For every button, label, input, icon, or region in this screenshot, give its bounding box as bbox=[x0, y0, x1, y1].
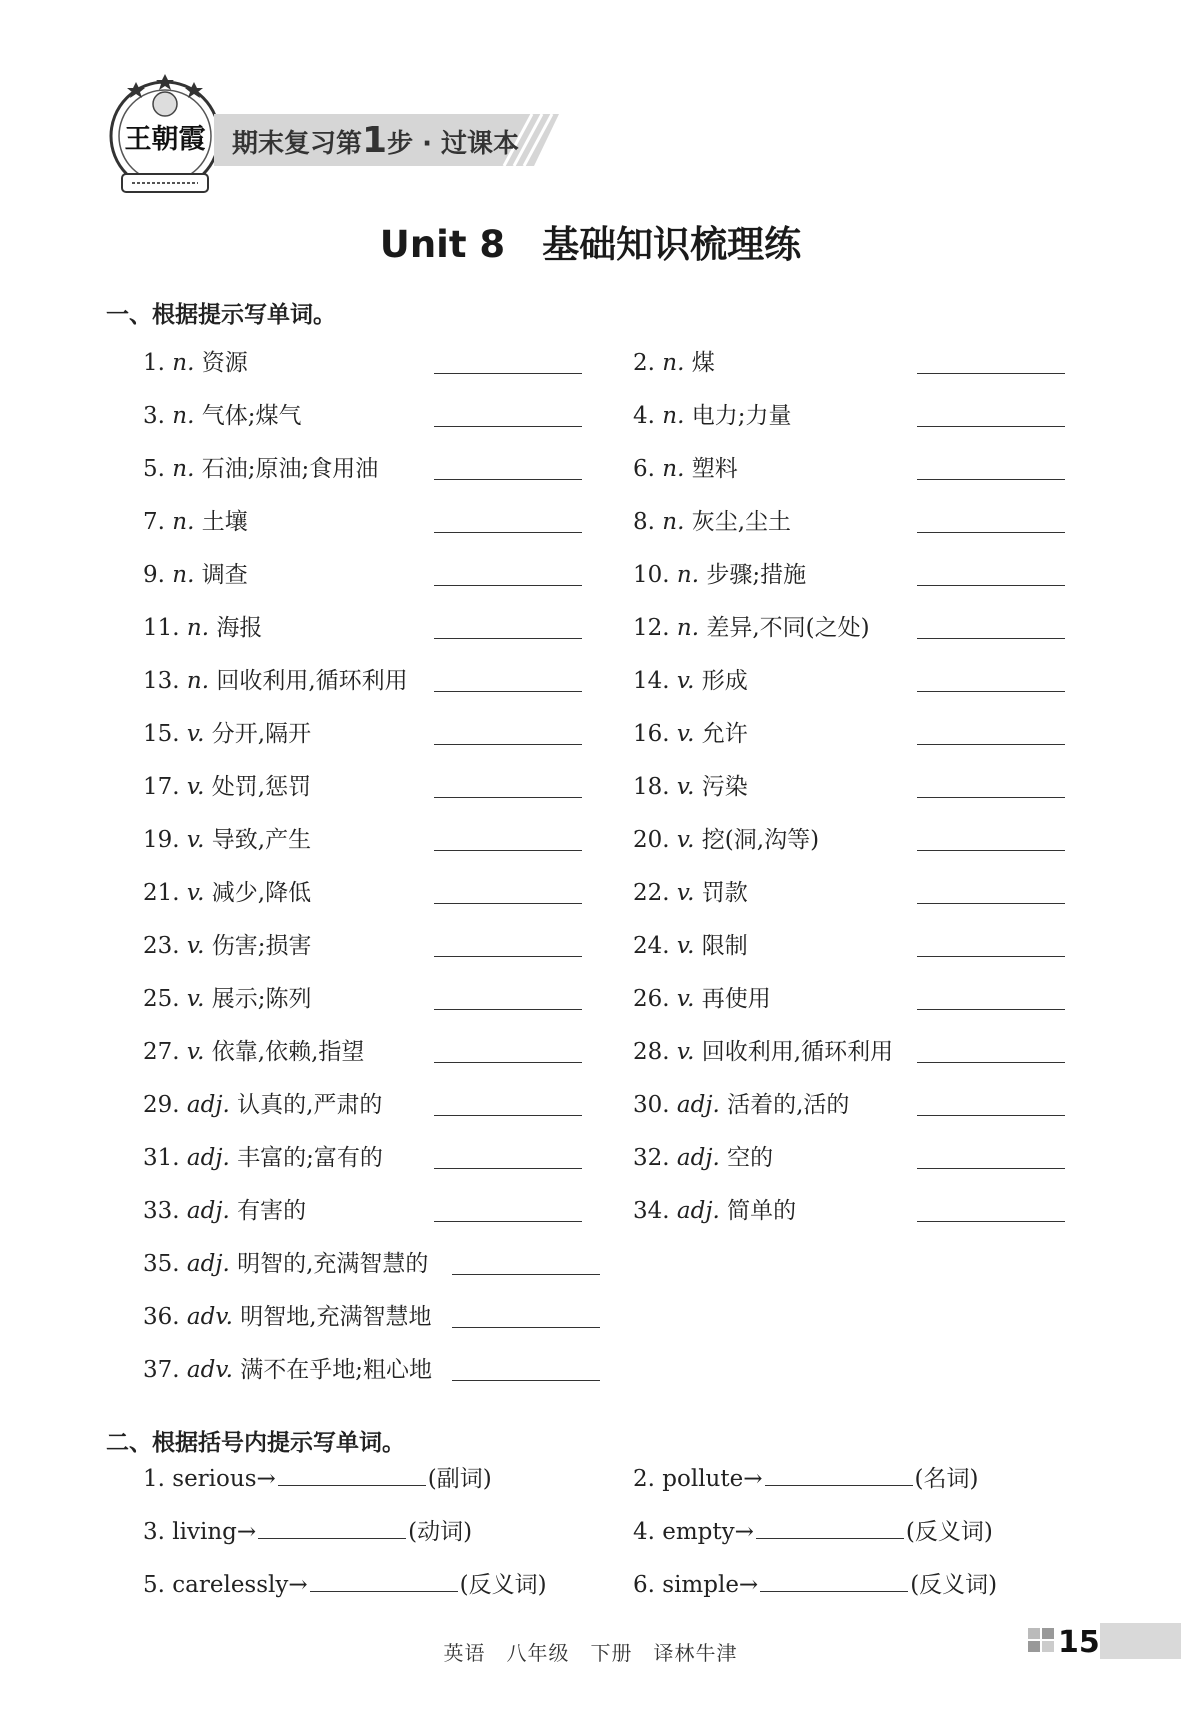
word-item-9 bbox=[143, 556, 248, 589]
part-of-speech: n. bbox=[662, 509, 685, 535]
part-of-speech: n. bbox=[172, 403, 195, 429]
word-item-21 bbox=[143, 874, 311, 907]
chinese-meaning: 回收利用,循环利用 bbox=[701, 1039, 894, 1065]
hint-text: (反义词) bbox=[459, 1572, 547, 1598]
part-of-speech: v. bbox=[676, 880, 695, 906]
item-number: 15. bbox=[143, 721, 180, 747]
answer-blank[interactable] bbox=[258, 1514, 406, 1539]
item-number: 23. bbox=[143, 933, 180, 959]
source-word: carelessly→ bbox=[172, 1572, 308, 1598]
answer-blank[interactable] bbox=[917, 850, 1065, 851]
chinese-meaning: 污染 bbox=[701, 774, 748, 800]
chinese-meaning: 明智的,充满智慧的 bbox=[237, 1251, 429, 1277]
word-item-28 bbox=[633, 1033, 893, 1066]
item-number: 3. bbox=[143, 403, 165, 429]
source-word: serious→ bbox=[172, 1466, 276, 1492]
part-of-speech: v. bbox=[676, 721, 695, 747]
answer-blank[interactable] bbox=[917, 1115, 1065, 1116]
word-item-8 bbox=[633, 503, 791, 536]
part-of-speech: adv. bbox=[186, 1357, 233, 1383]
transform-item-4 bbox=[633, 1513, 993, 1546]
item-number: 29. bbox=[143, 1092, 180, 1118]
chinese-meaning: 限制 bbox=[701, 933, 748, 959]
part-of-speech: v. bbox=[186, 986, 205, 1012]
part-of-speech: adv. bbox=[186, 1304, 233, 1330]
part-of-speech: n. bbox=[676, 615, 700, 641]
word-item-22 bbox=[633, 874, 748, 907]
word-item-20 bbox=[633, 821, 819, 854]
part-of-speech: v. bbox=[186, 827, 205, 853]
item-number: 8. bbox=[633, 509, 655, 535]
transform-item-6 bbox=[633, 1566, 997, 1599]
word-item-27 bbox=[143, 1033, 364, 1066]
part-of-speech: v. bbox=[186, 880, 205, 906]
chinese-meaning: 减少,降低 bbox=[211, 880, 312, 906]
answer-blank[interactable] bbox=[917, 532, 1065, 533]
word-item-2 bbox=[633, 344, 715, 377]
chinese-meaning: 伤害;损害 bbox=[211, 933, 312, 959]
part-of-speech: n. bbox=[172, 456, 195, 482]
chinese-meaning: 灰尘,尘土 bbox=[691, 509, 792, 535]
word-item-5 bbox=[143, 450, 378, 483]
word-item-17 bbox=[143, 768, 311, 801]
word-item-31 bbox=[143, 1139, 383, 1172]
item-number: 31. bbox=[143, 1145, 180, 1171]
source-word: simple→ bbox=[662, 1572, 759, 1598]
word-item-7 bbox=[143, 503, 248, 536]
chinese-meaning: 简单的 bbox=[727, 1198, 797, 1224]
item-number: 18. bbox=[633, 774, 670, 800]
item-number: 1. bbox=[143, 1466, 165, 1492]
part-of-speech: n. bbox=[186, 615, 210, 641]
answer-blank[interactable] bbox=[917, 1009, 1065, 1010]
word-item-34 bbox=[633, 1192, 796, 1225]
item-number: 5. bbox=[143, 456, 165, 482]
chinese-meaning: 气体;煤气 bbox=[201, 403, 302, 429]
word-item-37 bbox=[143, 1351, 432, 1384]
word-item-35 bbox=[143, 1245, 428, 1278]
word-item-36 bbox=[143, 1298, 432, 1331]
chinese-meaning: 土壤 bbox=[201, 509, 248, 535]
answer-blank[interactable] bbox=[434, 373, 582, 374]
item-number: 19. bbox=[143, 827, 180, 853]
banner-pre: 期末复习第 bbox=[232, 129, 363, 159]
part-of-speech: v. bbox=[186, 1039, 205, 1065]
chinese-meaning: 丰富的;富有的 bbox=[237, 1145, 383, 1171]
chinese-meaning: 罚款 bbox=[701, 880, 748, 906]
item-number: 24. bbox=[633, 933, 670, 959]
chinese-meaning: 允许 bbox=[701, 721, 748, 747]
banner-title bbox=[232, 120, 520, 161]
word-item-6 bbox=[633, 450, 738, 483]
part-of-speech: adj. bbox=[676, 1092, 720, 1118]
word-item-4 bbox=[633, 397, 791, 430]
part-of-speech: v. bbox=[676, 668, 695, 694]
part-of-speech: v. bbox=[186, 933, 205, 959]
item-number: 37. bbox=[143, 1357, 180, 1383]
word-item-24 bbox=[633, 927, 748, 960]
answer-blank[interactable] bbox=[278, 1461, 426, 1486]
publisher-logo bbox=[106, 74, 224, 206]
part-of-speech: n. bbox=[172, 562, 195, 588]
item-number: 12. bbox=[633, 615, 670, 641]
section-2-heading: 二、根据括号内提示写单词。 bbox=[106, 1430, 405, 1456]
transform-item-2 bbox=[633, 1460, 978, 1493]
transform-item-1 bbox=[143, 1460, 492, 1493]
part-of-speech: adj. bbox=[186, 1092, 230, 1118]
footer-text: 英语 八年级 下册 译林牛津 bbox=[443, 1641, 738, 1665]
page-number: 15 bbox=[1058, 1625, 1100, 1660]
answer-blank[interactable] bbox=[917, 797, 1065, 798]
answer-blank[interactable] bbox=[434, 1062, 582, 1063]
chinese-meaning: 电力;力量 bbox=[691, 403, 792, 429]
hint-text: (名词) bbox=[914, 1466, 979, 1492]
chinese-meaning: 依靠,依赖,指望 bbox=[211, 1039, 365, 1065]
part-of-speech: n. bbox=[662, 456, 685, 482]
part-of-speech: n. bbox=[172, 509, 195, 535]
answer-blank[interactable] bbox=[917, 956, 1065, 957]
answer-blank[interactable] bbox=[917, 479, 1065, 480]
word-item-12 bbox=[633, 609, 870, 642]
item-number: 5. bbox=[143, 1572, 165, 1598]
answer-blank[interactable] bbox=[434, 1168, 582, 1169]
part-of-speech: v. bbox=[186, 774, 205, 800]
part-of-speech: v. bbox=[676, 1039, 695, 1065]
answer-blank[interactable] bbox=[917, 1062, 1065, 1063]
answer-blank[interactable] bbox=[434, 426, 582, 427]
transform-item-3 bbox=[143, 1513, 472, 1546]
answer-blank[interactable] bbox=[434, 1221, 582, 1222]
chinese-meaning: 步骤;措施 bbox=[706, 562, 807, 588]
item-number: 34. bbox=[633, 1198, 670, 1224]
word-item-32 bbox=[633, 1139, 773, 1172]
answer-blank[interactable] bbox=[917, 585, 1065, 586]
chinese-meaning: 差异,不同(之处) bbox=[706, 615, 870, 641]
answer-blank[interactable] bbox=[452, 1380, 600, 1381]
answer-blank[interactable] bbox=[917, 1221, 1065, 1222]
answer-blank[interactable] bbox=[452, 1274, 600, 1275]
item-number: 1. bbox=[143, 350, 165, 376]
item-number: 30. bbox=[633, 1092, 670, 1118]
item-number: 25. bbox=[143, 986, 180, 1012]
part-of-speech: v. bbox=[676, 986, 695, 1012]
chinese-meaning: 回收利用,循环利用 bbox=[216, 668, 408, 694]
answer-blank[interactable] bbox=[434, 797, 582, 798]
part-of-speech: v. bbox=[186, 721, 205, 747]
word-item-11 bbox=[143, 609, 262, 642]
chinese-meaning: 石油;原油;食用油 bbox=[201, 456, 379, 482]
chinese-meaning: 资源 bbox=[201, 350, 248, 376]
item-number: 6. bbox=[633, 456, 655, 482]
word-item-30 bbox=[633, 1086, 849, 1119]
page-title: Unit 8 基础知识梳理练 bbox=[379, 223, 802, 266]
logo-text: 王朝霞 bbox=[124, 124, 206, 155]
word-item-10 bbox=[633, 556, 806, 589]
part-of-speech: adj. bbox=[676, 1198, 720, 1224]
part-of-speech: n. bbox=[662, 403, 685, 429]
chinese-meaning: 导致,产生 bbox=[211, 827, 312, 853]
word-item-33 bbox=[143, 1192, 306, 1225]
item-number: 9. bbox=[143, 562, 165, 588]
source-word: empty→ bbox=[662, 1519, 754, 1545]
part-of-speech: adj. bbox=[676, 1145, 720, 1171]
chinese-meaning: 认真的,严肃的 bbox=[237, 1092, 383, 1118]
part-of-speech: n. bbox=[172, 350, 195, 376]
part-of-speech: adj. bbox=[186, 1145, 230, 1171]
item-number: 2. bbox=[633, 1466, 655, 1492]
chinese-meaning: 分开,隔开 bbox=[211, 721, 312, 747]
item-number: 32. bbox=[633, 1145, 670, 1171]
hint-text: (副词) bbox=[427, 1466, 492, 1492]
chinese-meaning: 空的 bbox=[727, 1145, 774, 1171]
item-number: 6. bbox=[633, 1572, 655, 1598]
word-item-16 bbox=[633, 715, 748, 748]
answer-blank[interactable] bbox=[434, 691, 582, 692]
item-number: 11. bbox=[143, 615, 180, 641]
answer-blank[interactable] bbox=[452, 1327, 600, 1328]
hint-text: (反义词) bbox=[910, 1572, 998, 1598]
chinese-meaning: 处罚,惩罚 bbox=[211, 774, 312, 800]
answer-blank[interactable] bbox=[917, 903, 1065, 904]
banner-step-number: 1 bbox=[362, 120, 388, 161]
part-of-speech: adj. bbox=[186, 1198, 230, 1224]
item-number: 3. bbox=[143, 1519, 165, 1545]
answer-blank[interactable] bbox=[756, 1514, 904, 1539]
chinese-meaning: 海报 bbox=[216, 615, 263, 641]
chinese-meaning: 再使用 bbox=[701, 986, 771, 1012]
chinese-meaning: 有害的 bbox=[237, 1198, 307, 1224]
chinese-meaning: 塑料 bbox=[691, 456, 738, 482]
chinese-meaning: 调查 bbox=[201, 562, 248, 588]
part-of-speech: n. bbox=[676, 562, 700, 588]
word-item-29 bbox=[143, 1086, 382, 1119]
answer-blank[interactable] bbox=[917, 373, 1065, 374]
chinese-meaning: 明智地,充满智慧地 bbox=[240, 1304, 432, 1330]
answer-blank[interactable] bbox=[434, 956, 582, 957]
item-number: 36. bbox=[143, 1304, 180, 1330]
chinese-meaning: 挖(洞,沟等) bbox=[701, 827, 820, 853]
answer-blank[interactable] bbox=[310, 1567, 458, 1592]
word-item-23 bbox=[143, 927, 312, 960]
answer-blank[interactable] bbox=[434, 1115, 582, 1116]
answer-blank[interactable] bbox=[917, 691, 1065, 692]
word-item-1 bbox=[143, 344, 248, 377]
item-number: 13. bbox=[143, 668, 180, 694]
item-number: 27. bbox=[143, 1039, 180, 1065]
part-of-speech: v. bbox=[676, 827, 695, 853]
chinese-meaning: 展示;陈列 bbox=[211, 986, 312, 1012]
part-of-speech: n. bbox=[662, 350, 685, 376]
page-number-bar bbox=[1100, 1623, 1181, 1659]
answer-blank[interactable] bbox=[760, 1567, 908, 1592]
transform-item-5 bbox=[143, 1566, 547, 1599]
answer-blank[interactable] bbox=[917, 426, 1065, 427]
hint-text: (动词) bbox=[408, 1519, 473, 1545]
hint-text: (反义词) bbox=[905, 1519, 993, 1545]
page-corner-squares-icon bbox=[1028, 1628, 1056, 1654]
word-item-25 bbox=[143, 980, 312, 1013]
chinese-meaning: 满不在乎地;粗心地 bbox=[240, 1357, 432, 1383]
item-number: 14. bbox=[633, 668, 670, 694]
answer-blank[interactable] bbox=[434, 850, 582, 851]
answer-blank[interactable] bbox=[434, 532, 582, 533]
word-item-18 bbox=[633, 768, 748, 801]
word-item-19 bbox=[143, 821, 311, 854]
item-number: 26. bbox=[633, 986, 670, 1012]
answer-blank[interactable] bbox=[434, 744, 582, 745]
answer-blank[interactable] bbox=[434, 638, 582, 639]
answer-blank[interactable] bbox=[434, 479, 582, 480]
chinese-meaning: 煤 bbox=[691, 350, 715, 376]
answer-blank[interactable] bbox=[917, 1168, 1065, 1169]
answer-blank[interactable] bbox=[434, 903, 582, 904]
chinese-meaning: 活着的,活的 bbox=[727, 1092, 850, 1118]
source-word: pollute→ bbox=[662, 1466, 763, 1492]
word-item-13 bbox=[143, 662, 408, 695]
part-of-speech: v. bbox=[676, 933, 695, 959]
item-number: 21. bbox=[143, 880, 180, 906]
part-of-speech: v. bbox=[676, 774, 695, 800]
answer-blank[interactable] bbox=[765, 1461, 913, 1486]
answer-blank[interactable] bbox=[434, 585, 582, 586]
answer-blank[interactable] bbox=[917, 638, 1065, 639]
answer-blank[interactable] bbox=[917, 744, 1065, 745]
item-number: 17. bbox=[143, 774, 180, 800]
word-item-14 bbox=[633, 662, 748, 695]
section-1-heading: 一、根据提示写单词。 bbox=[106, 302, 336, 328]
item-number: 35. bbox=[143, 1251, 180, 1277]
word-item-15 bbox=[143, 715, 311, 748]
item-number: 28. bbox=[633, 1039, 670, 1065]
word-item-26 bbox=[633, 980, 771, 1013]
item-number: 4. bbox=[633, 403, 655, 429]
banner-post: 步 · 过课本 bbox=[387, 129, 520, 159]
answer-blank[interactable] bbox=[434, 1009, 582, 1010]
part-of-speech: n. bbox=[186, 668, 210, 694]
item-number: 20. bbox=[633, 827, 670, 853]
chinese-meaning: 形成 bbox=[701, 668, 748, 694]
part-of-speech: adj. bbox=[186, 1251, 230, 1277]
item-number: 7. bbox=[143, 509, 165, 535]
word-item-3 bbox=[143, 397, 301, 430]
item-number: 22. bbox=[633, 880, 670, 906]
item-number: 4. bbox=[633, 1519, 655, 1545]
source-word: living→ bbox=[172, 1519, 257, 1545]
item-number: 33. bbox=[143, 1198, 180, 1224]
item-number: 2. bbox=[633, 350, 655, 376]
item-number: 16. bbox=[633, 721, 670, 747]
item-number: 10. bbox=[633, 562, 670, 588]
